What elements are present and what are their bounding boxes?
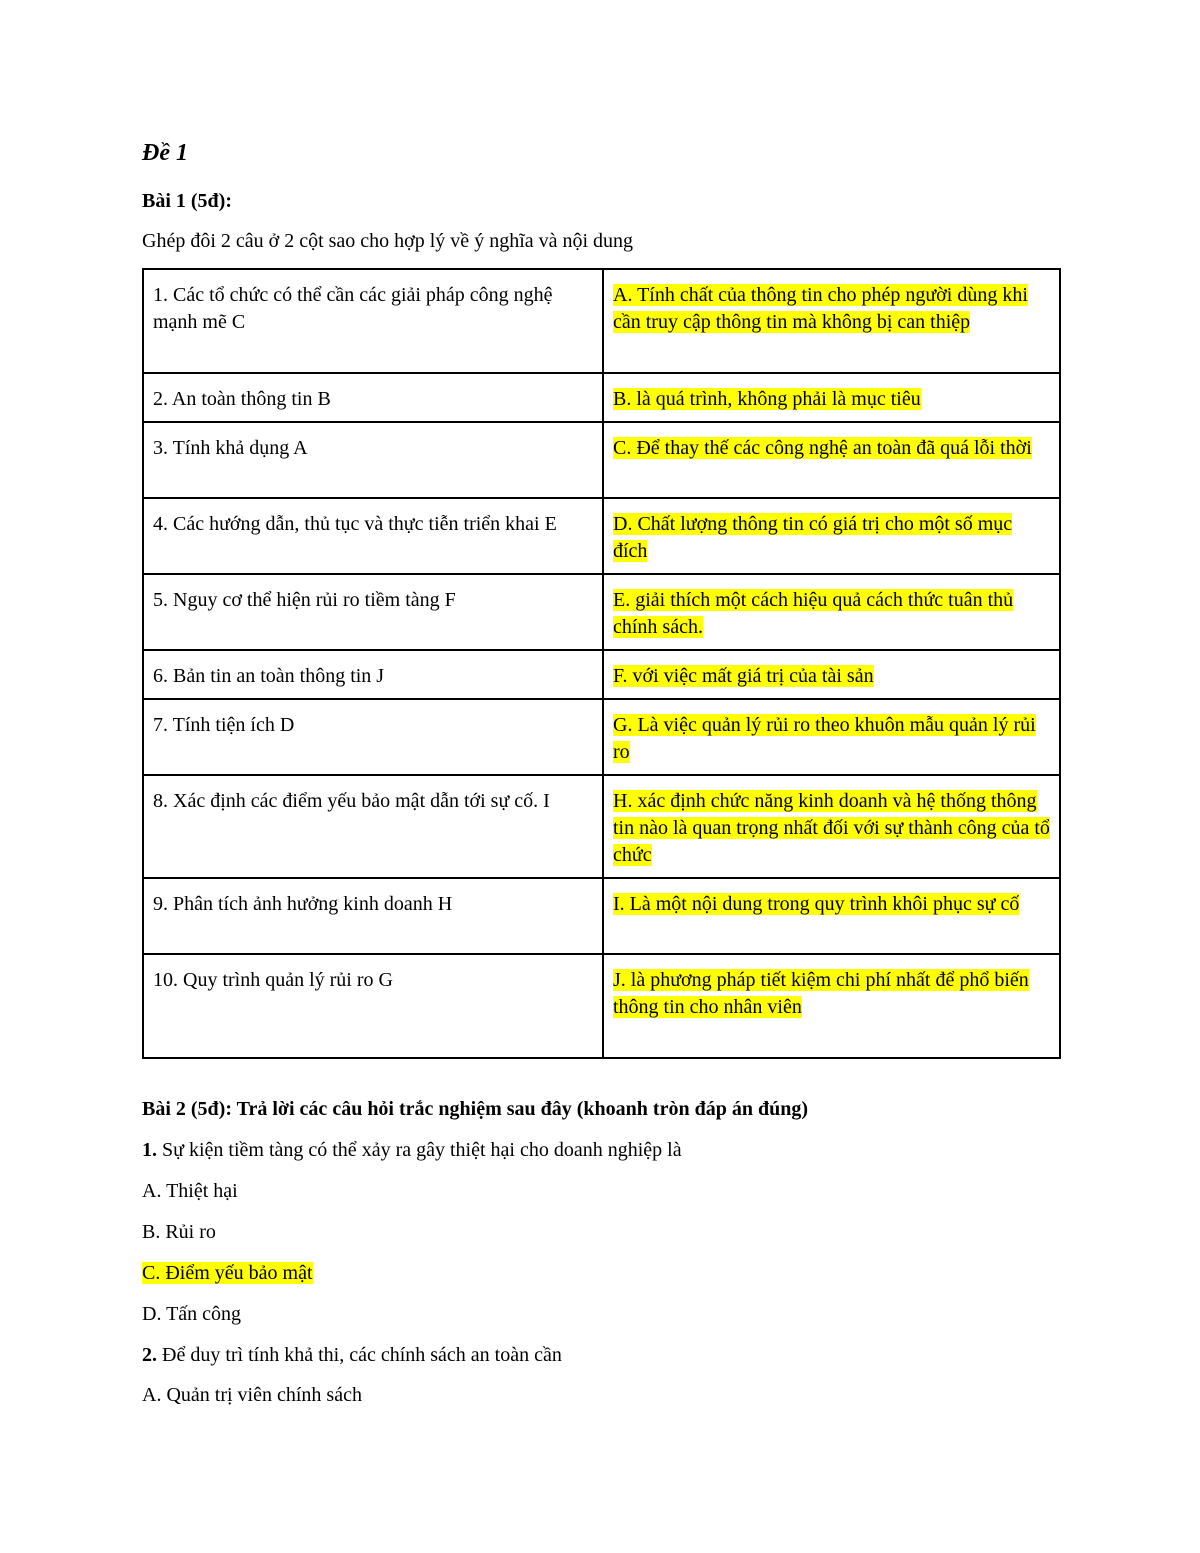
left-cell: 2. An toàn thông tin B bbox=[143, 373, 603, 422]
left-cell: 10. Quy trình quản lý rủi ro G bbox=[143, 954, 603, 1058]
right-cell bbox=[603, 422, 1060, 498]
option-1d: D. Tấn công bbox=[142, 1303, 242, 1325]
left-cell: 4. Các hướng dẫn, thủ tục và thực tiễn triển khai E bbox=[143, 498, 603, 574]
question-2 bbox=[142, 1344, 562, 1367]
answer-text: E. giải thích một cách hiệu quả cách thức tuân thủ chính sách. bbox=[613, 589, 1014, 638]
answer-text: J. là phương pháp tiết kiệm chi phí nhất để phổ biến thông tin cho nhân viên bbox=[613, 969, 1029, 1018]
right-cell bbox=[603, 954, 1060, 1058]
answer-text: B. là quá trình, không phải là mục tiêu bbox=[613, 388, 921, 410]
matching-table bbox=[142, 268, 1061, 1059]
table-row bbox=[143, 878, 1060, 954]
right-cell bbox=[603, 650, 1060, 699]
left-cell: 1. Các tổ chức có thể cần các giải pháp công nghệ mạnh mẽ C bbox=[143, 269, 603, 373]
right-cell bbox=[603, 373, 1060, 422]
highlighted-answer: C. Điểm yếu bảo mật bbox=[142, 1262, 313, 1284]
answer-text: D. Chất lượng thông tin có giá trị cho một số mục đích bbox=[613, 513, 1013, 562]
right-cell bbox=[603, 775, 1060, 878]
option-2a: A. Quản trị viên chính sách bbox=[142, 1384, 362, 1406]
left-cell: 7. Tính tiện ích D bbox=[143, 699, 603, 775]
answer-text: H. xác định chức năng kinh doanh và hệ thống thông tin nào là quan trọng nhất đối với sự thành công của tổ chức bbox=[613, 790, 1050, 866]
bai1-heading: Bài 1 (5đ): bbox=[142, 190, 232, 212]
table-row bbox=[143, 650, 1060, 699]
table-row bbox=[143, 373, 1060, 422]
table-row bbox=[143, 574, 1060, 650]
question-text: Để duy trì tính khả thi, các chính sách an toàn cần bbox=[157, 1344, 562, 1366]
bai1-instruction: Ghép đôi 2 câu ở 2 cột sao cho hợp lý về ý nghĩa và nội dung bbox=[142, 230, 634, 252]
table-row bbox=[143, 498, 1060, 574]
answer-text: G. Là việc quản lý rủi ro theo khuôn mẫu quản lý rủi ro bbox=[613, 714, 1036, 763]
right-cell bbox=[603, 574, 1060, 650]
exam-title: Đề 1 bbox=[142, 140, 188, 166]
answer-text: A. Tính chất của thông tin cho phép người dùng khi cần truy cập thông tin mà không bị can thiệp bbox=[613, 284, 1028, 333]
right-cell bbox=[603, 699, 1060, 775]
right-cell bbox=[603, 878, 1060, 954]
table-row bbox=[143, 422, 1060, 498]
answer-text: F. với việc mất giá trị của tài sản bbox=[613, 665, 874, 687]
left-cell: 5. Nguy cơ thể hiện rủi ro tiềm tàng F bbox=[143, 574, 603, 650]
left-cell: 9. Phân tích ảnh hưởng kinh doanh H bbox=[143, 878, 603, 954]
question-number: 1. bbox=[142, 1139, 157, 1161]
answer-text: I. Là một nội dung trong quy trình khôi phục sự cố bbox=[613, 893, 1020, 915]
answer-text: C. Để thay thế các công nghệ an toàn đã quá lỗi thời bbox=[613, 437, 1032, 459]
table-row bbox=[143, 775, 1060, 878]
left-cell: 6. Bản tin an toàn thông tin J bbox=[143, 650, 603, 699]
question-1 bbox=[142, 1139, 682, 1162]
bai2-heading: Bài 2 (5đ): Trả lời các câu hỏi trắc nghiệm sau đây (khoanh tròn đáp án đúng) bbox=[142, 1098, 808, 1120]
table-row bbox=[143, 954, 1060, 1058]
option-1b: B. Rủi ro bbox=[142, 1221, 216, 1243]
question-number: 2. bbox=[142, 1344, 157, 1366]
right-cell bbox=[603, 269, 1060, 373]
question-text: Sự kiện tiềm tàng có thể xảy ra gây thiệt hại cho doanh nghiệp là bbox=[157, 1139, 682, 1161]
left-cell: 3. Tính khả dụng A bbox=[143, 422, 603, 498]
table-row bbox=[143, 699, 1060, 775]
right-cell bbox=[603, 498, 1060, 574]
option-1a: A. Thiệt hại bbox=[142, 1180, 238, 1202]
left-cell: 8. Xác định các điểm yếu bảo mật dẫn tới sự cố. I bbox=[143, 775, 603, 878]
table-row bbox=[143, 269, 1060, 373]
option-1c bbox=[142, 1262, 313, 1285]
